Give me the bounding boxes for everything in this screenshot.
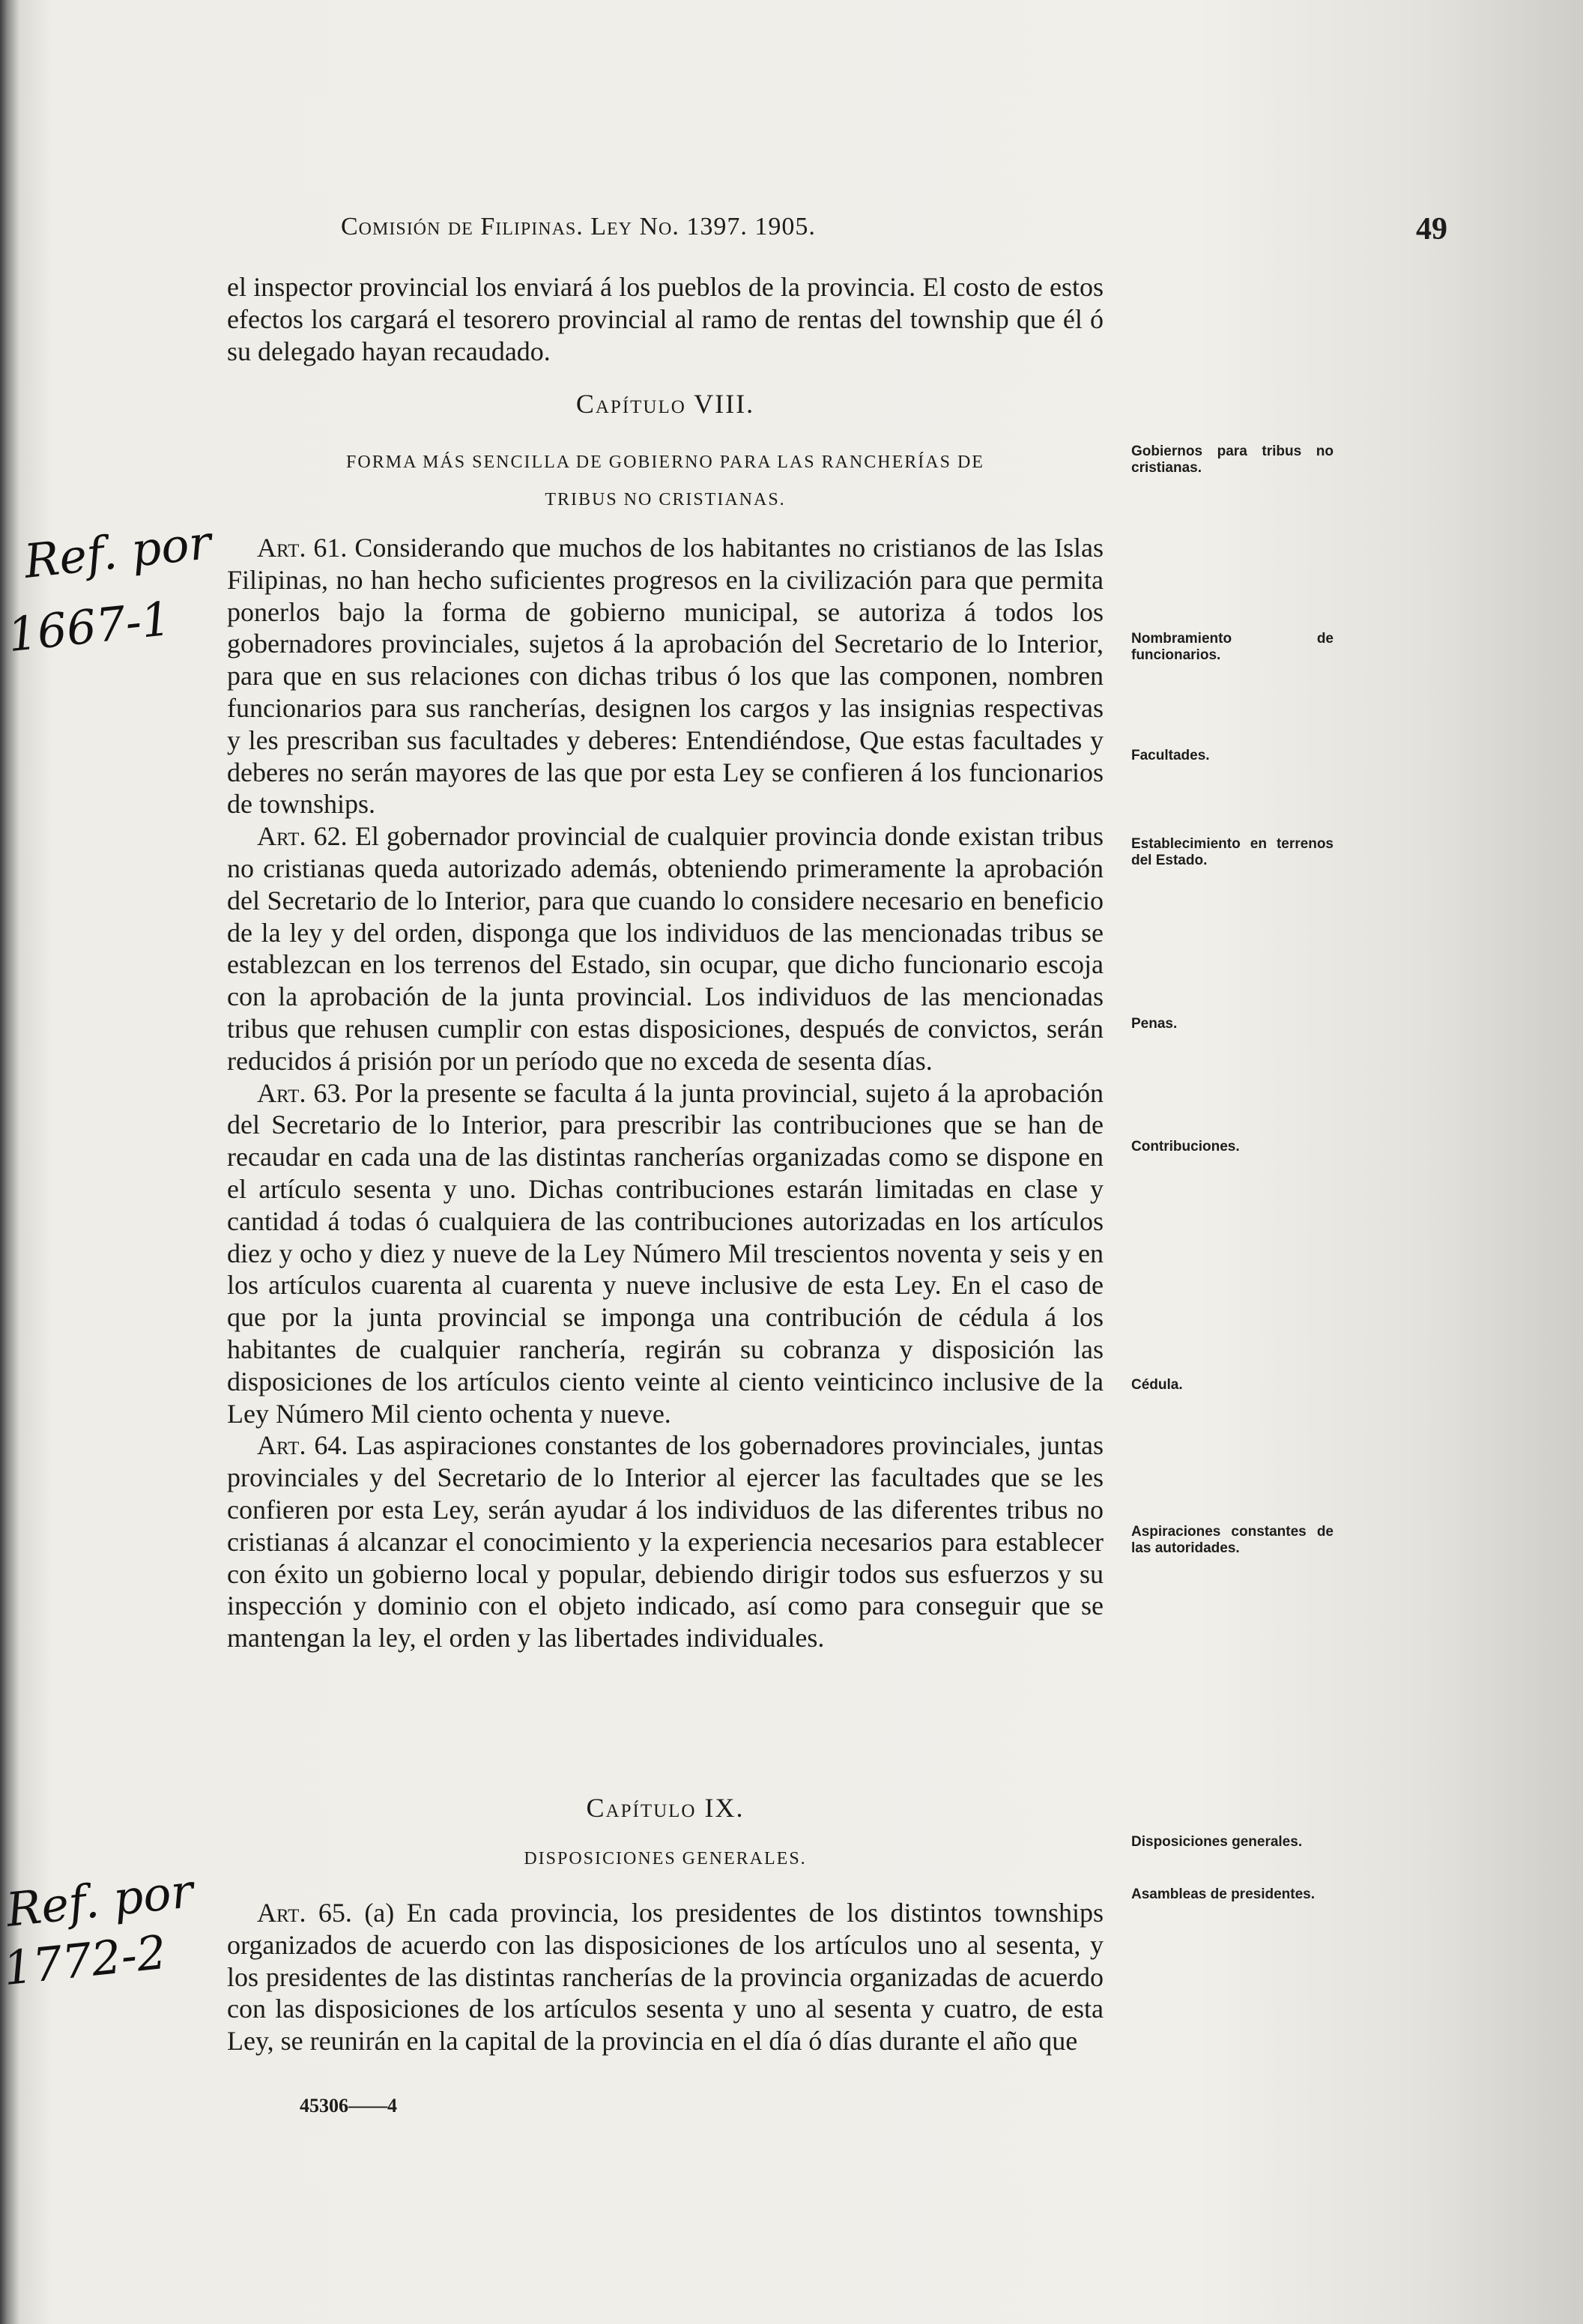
margin-note-facultades: Facultades. xyxy=(1131,748,1210,763)
handwritten-ref-2-number: 1772-2 xyxy=(0,1924,169,1997)
article-61-text: Considerando que muchos de los habitantes no cristianos de las Islas Filipinas, no han hecho suficientes progresos en la civilización para que permita ponerlos bajo la forma de gobierno municipal, se autoriza á todos los gobernadores provinciales, sujetos á la aprobación del Secretario de lo Interior, para que en sus relaciones con dichas tribus ó los que las componen, nombren funcionarios para sus rancherías, designen los cargos y las insignias respectivas y les prescriban sus facultades y deberes: Entendiéndose, Que estas facultades y deberes no serán mayores de las que por esta Ley se confieren á los funcionarios de townships. xyxy=(227,533,1104,820)
margin-note-establecimiento: Establecimiento en terrenos del Estado. xyxy=(1131,836,1334,868)
handwritten-ref-2: Ref. por xyxy=(3,1863,196,1937)
chapter-viii-title: Capítulo VIII. xyxy=(575,389,755,419)
article-62-number: Art. 62. xyxy=(257,821,348,852)
handwritten-ref-1: Ref. por xyxy=(21,515,214,589)
chapter-viii-subtitle-line2: TRIBUS NO CRISTIANAS. xyxy=(545,490,786,509)
intro-paragraph xyxy=(227,271,1104,367)
article-65-text: (a) En cada provincia, los presidentes de los distintos townships organizados de acuerdo con las disposiciones de los artículos uno al sesenta, y los presidentes de las distintas rancherías de la provincia organizadas de acuerdo con las disposiciones de los artículos sesenta y uno al sesenta y cuatro, de esta Ley, se reunirán en la capital de la provincia en el día ó días durante el año que xyxy=(227,1898,1104,2057)
article-63-text: Por la presente se faculta á la junta provincial, sujeto á la aprobación del Secretario de lo Interior, para prescribir las contribuciones que se han de recaudar en cada una de las distintas rancherías organizadas como se dispone en el artículo sesenta y uno. Dichas contribuciones estarán limitadas en clase y cantidad á todas ó cualquiera de las contribuciones autorizadas en los artículos diez y ocho y diez y nueve de la Ley Número Mil trescientos noventa y seis y en los artículos cuarenta al cuarenta y nueve inclusive de esta Ley. En el caso de que por la junta provincial se imponga una contribución de cédula á los habitantes de cualquier ranchería, regirán su cobranza y disposición las disposiciones de los artículos ciento veinte al ciento veinticinco inclusive de la Ley Número Mil ciento ochenta y nueve. xyxy=(227,1077,1104,1429)
margin-note-aspiraciones: Aspiraciones constantes de las autoridades. xyxy=(1131,1524,1334,1556)
article-62 xyxy=(227,820,1104,1077)
article-64 xyxy=(227,1429,1104,1654)
margin-note-asambleas: Asambleas de presidentes. xyxy=(1131,1886,1315,1902)
article-64-number: Art. 64. xyxy=(257,1430,348,1461)
chapter-ix-title: Capítulo IX. xyxy=(586,1793,745,1823)
page-number: 49 xyxy=(1416,212,1447,246)
article-65-number: Art. 65. xyxy=(257,1898,352,1928)
article-62-text: El gobernador provincial de cualquier provincia donde existan tribus no cristianas queda autorizado además, obteniendo primeramente la aprobación del Secretario de lo Interior, para que cuando lo considere necesario en beneficio de la ley y del orden, disponga que los individuos de las mencionadas tribus se establezcan en los terrenos del Estado, sin ocupar, que dicho funcionario escoja con la aprobación de la junta provincial. Los individuos de las mencionadas tribus que rehusen cumplir con estas disposiciones, después de convictos, serán reducidos á prisión por un período que no exceda de sesenta días. xyxy=(227,821,1104,1076)
footer-signature-code: 45306——4 xyxy=(300,2095,397,2116)
handwritten-ref-1-number: 1667-1 xyxy=(4,590,174,663)
margin-note-gobiernos: Gobiernos para tribus no cristianas. xyxy=(1131,444,1334,476)
article-64-text: Las aspiraciones constantes de los gobernadores provinciales, juntas provinciales y del Secretario de lo Interior al ejercer las facultades que se les confieren por esta Ley, serán ayudar á los individuos de las diferentes tribus no cristianas á alcanzar el conocimiento y la experiencia necesarios para establecer con éxito un gobierno local y popular, debiendo dirigir todos sus esfuerzos y su inspección y dominio con el objeto indicado, así como para conseguir que se mantengan la ley, el orden y las libertades individuales. xyxy=(227,1430,1104,1653)
margin-note-contribuciones: Contribuciones. xyxy=(1131,1139,1240,1155)
margin-note-penas: Penas. xyxy=(1131,1016,1178,1032)
chapter-viii-subtitle xyxy=(227,444,1104,518)
chapter-ix-subtitle: DISPOSICIONES GENERALES. xyxy=(524,1849,807,1868)
margin-note-nombramiento: Nombramiento de funcionarios. xyxy=(1131,631,1334,663)
intro-text: el inspector provincial los enviará á los pueblos de la provincia. El costo de estos efectos los cargará el tesorero provincial al ramo de rentas del township que él ó su delegado hayan recaudado. xyxy=(227,272,1104,366)
article-63 xyxy=(227,1077,1104,1430)
articles-61-64 xyxy=(227,532,1104,1654)
article-63-number: Art. 63. xyxy=(257,1077,348,1108)
article-61 xyxy=(227,532,1104,820)
article-65-paragraph xyxy=(227,1897,1104,2057)
running-header: Comisión de Filipinas. Ley No. 1397. 1905. xyxy=(341,213,816,240)
margin-note-cedula: Cédula. xyxy=(1131,1377,1183,1393)
chapter-viii-subtitle-line1: FORMA MÁS SENCILLA DE GOBIERNO PARA LAS RANCHERÍAS DE xyxy=(346,453,984,472)
article-61-number: Art. 61. xyxy=(257,533,348,563)
margin-note-disposiciones: Disposiciones generales. xyxy=(1131,1834,1303,1850)
article-65 xyxy=(227,1897,1104,2057)
